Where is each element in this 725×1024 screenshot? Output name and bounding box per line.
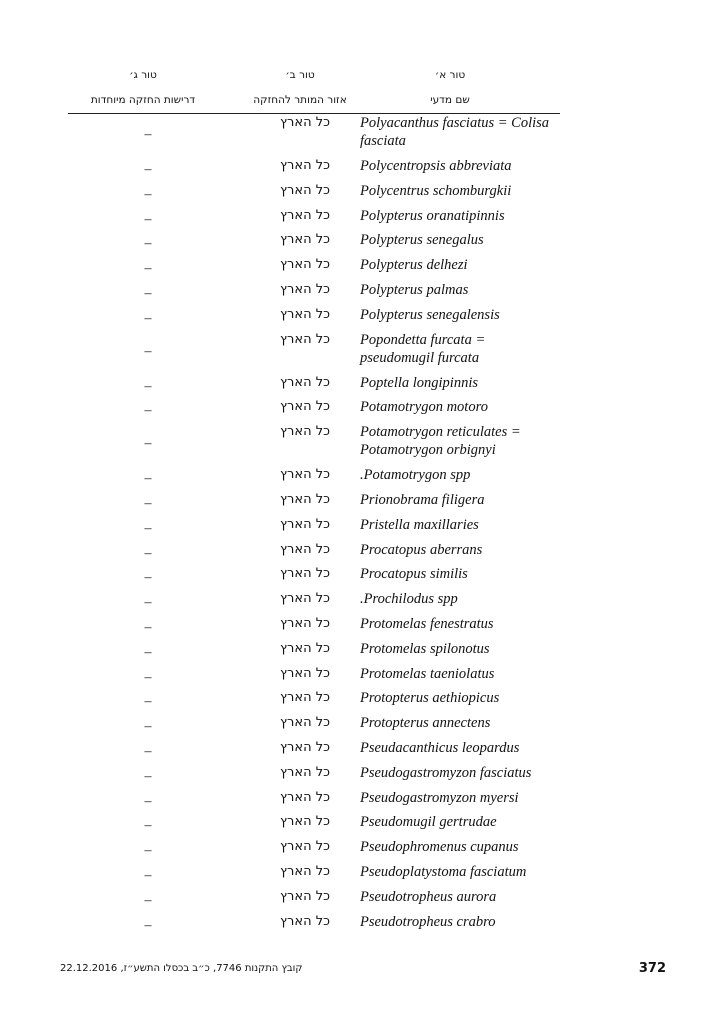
special-requirements: – — [144, 436, 152, 452]
special-requirements: – — [144, 743, 152, 759]
table-row — [0, 863, 725, 888]
table-row — [0, 182, 725, 207]
scientific-name: Polypterus senegalensis — [360, 306, 500, 323]
permitted-region: כל הארץ — [280, 566, 330, 582]
special-requirements: – — [144, 127, 152, 142]
permitted-region: כל הארץ — [280, 516, 330, 532]
table-row — [0, 466, 725, 491]
table-row — [0, 207, 725, 232]
permitted-region: כל הארץ — [280, 207, 330, 223]
scientific-name: Poptella longipinnis — [360, 374, 479, 391]
special-requirements: – — [144, 694, 152, 710]
special-requirements: – — [144, 403, 152, 419]
permitted-region: כל הארץ — [280, 690, 330, 706]
permitted-region: כל הארץ — [280, 257, 330, 273]
scientific-name: Pseudophromenus cupanus — [360, 839, 519, 856]
scientific-name: Protopterus aethiopicus — [360, 690, 500, 707]
special-requirements: – — [144, 520, 152, 536]
permitted-region: כל הארץ — [280, 182, 330, 198]
special-requirements: – — [144, 378, 152, 394]
scientific-name: Protomelas fenestratus — [360, 615, 494, 632]
species-table — [0, 114, 725, 937]
special-requirements: – — [144, 236, 152, 252]
special-requirements: – — [144, 719, 152, 735]
column-a-header — [360, 68, 540, 107]
permitted-region: כל הארץ — [280, 665, 330, 681]
table-row — [0, 813, 725, 838]
scientific-name: Pseudoplatystoma fasciatum — [360, 863, 527, 880]
column-c-header — [58, 68, 228, 107]
scientific-name: Protomelas taeniolatus — [360, 665, 495, 682]
permitted-region: כל הארץ — [280, 789, 330, 805]
page-number: 372 — [638, 961, 666, 976]
scientific-name: Pristella maxillaries — [360, 516, 479, 533]
permitted-region: כל הארץ — [280, 467, 330, 483]
permitted-region: כל הארץ — [280, 814, 330, 830]
scientific-name: Protomelas spilonotus — [360, 640, 490, 657]
column-c-subtitle: דרישות החזקה מיוחדות — [90, 94, 196, 106]
scientific-name: Pseudogastromyzon myersi — [360, 789, 519, 806]
permitted-region: כל הארץ — [280, 615, 330, 631]
scientific-name: Polypterus delhezi — [360, 257, 468, 274]
permitted-region: כל הארץ — [280, 541, 330, 557]
scientific-name: Popondetta furcata = pseudomugil furcata — [360, 331, 486, 366]
permitted-region: כל הארץ — [280, 839, 330, 855]
scientific-name: Pseudotropheus aurora — [360, 888, 497, 905]
table-row — [0, 398, 725, 423]
table-row — [0, 306, 725, 331]
table-row — [0, 665, 725, 690]
scientific-name: Pseudogastromyzon fasciatus — [360, 764, 532, 781]
table-row — [0, 423, 725, 466]
permitted-region: כל הארץ — [280, 591, 330, 607]
table-row — [0, 516, 725, 541]
permitted-region: כל הארץ — [280, 640, 330, 656]
table-row — [0, 565, 725, 590]
special-requirements: – — [144, 619, 152, 635]
scientific-name: Procatopus similis — [360, 566, 468, 583]
table-row — [0, 714, 725, 739]
scientific-name: Procatopus aberrans — [360, 541, 483, 558]
table-row — [0, 331, 725, 374]
permitted-region: כל הארץ — [280, 913, 330, 929]
permitted-region: כל הארץ — [280, 374, 330, 390]
column-a-title: טור א׳ — [434, 69, 466, 81]
table-row — [0, 491, 725, 516]
scientific-name: Polypterus oranatipinnis — [360, 207, 505, 224]
permitted-region: כל הארץ — [280, 331, 330, 347]
special-requirements: – — [144, 818, 152, 834]
scientific-name: Prionobrama filigera — [360, 491, 485, 508]
table-row — [0, 231, 725, 256]
column-a-subtitle: שם מדעי — [430, 94, 470, 106]
special-requirements: – — [144, 545, 152, 561]
special-requirements: – — [144, 843, 152, 859]
table-row — [0, 888, 725, 913]
scientific-name: Pseudotropheus crabro — [360, 913, 496, 930]
scientific-name: Pseudomugil gertrudae — [360, 814, 497, 831]
special-requirements: – — [144, 669, 152, 685]
scientific-name: Polypterus palmas — [360, 281, 469, 298]
permitted-region: כל הארץ — [280, 158, 330, 173]
scientific-name: Polycentrus schomburgkii — [360, 182, 512, 199]
special-requirements: – — [144, 892, 152, 908]
permitted-region: כל הארץ — [280, 306, 330, 322]
table-header — [0, 68, 725, 108]
scientific-name: .Potamotrygon spp — [360, 467, 471, 484]
scientific-name: Polypterus senegalus — [360, 232, 484, 249]
page-footer — [0, 960, 725, 980]
table-row — [0, 689, 725, 714]
permitted-region: כל הארץ — [280, 863, 330, 879]
permitted-region: כל הארץ — [280, 115, 330, 130]
permitted-region: כל הארץ — [280, 764, 330, 780]
table-row — [0, 739, 725, 764]
publication-line: קובץ התקנות 7746, כ״ב בכסלו התשע״ז, 22.12.2016 — [60, 963, 303, 974]
table-row — [0, 615, 725, 640]
table-row — [0, 838, 725, 863]
special-requirements: – — [144, 261, 152, 277]
permitted-region: כל הארץ — [280, 399, 330, 415]
column-b-title: טור ב׳ — [285, 69, 315, 81]
special-requirements: – — [144, 162, 152, 177]
table-row — [0, 374, 725, 399]
scientific-name: Pseudacanthicus leopardus — [360, 739, 520, 756]
table-row — [0, 157, 725, 182]
special-requirements: – — [144, 595, 152, 611]
special-requirements: – — [144, 495, 152, 511]
permitted-region: כל הארץ — [280, 232, 330, 248]
special-requirements: – — [144, 793, 152, 809]
table-row — [0, 114, 725, 157]
permitted-region: כל הארץ — [280, 491, 330, 507]
table-row — [0, 764, 725, 789]
special-requirements: – — [144, 471, 152, 487]
scientific-name: Potamotrygon reticulates = Potamotrygon orbignyi — [360, 424, 521, 459]
scientific-name: Polycentropsis abbreviata — [360, 158, 512, 174]
column-b-subtitle: אזור המותר להחזקה — [253, 94, 347, 106]
scientific-name: Polyacanthus fasciatus = Colisa fasciata — [360, 115, 550, 149]
scientific-name: Protopterus annectens — [360, 715, 491, 732]
special-requirements: – — [144, 570, 152, 586]
permitted-region: כל הארץ — [280, 888, 330, 904]
permitted-region: כל הארץ — [280, 424, 330, 440]
permitted-region: כל הארץ — [280, 715, 330, 731]
table-row — [0, 256, 725, 281]
special-requirements: – — [144, 211, 152, 227]
special-requirements: – — [144, 186, 152, 202]
special-requirements: – — [144, 285, 152, 301]
table-row — [0, 281, 725, 306]
permitted-region: כל הארץ — [280, 739, 330, 755]
permitted-region: כל הארץ — [280, 281, 330, 297]
table-row — [0, 789, 725, 814]
special-requirements: – — [144, 768, 152, 784]
special-requirements: – — [144, 343, 152, 359]
table-row — [0, 640, 725, 665]
special-requirements: – — [144, 644, 152, 660]
special-requirements: – — [144, 867, 152, 883]
table-row — [0, 913, 725, 938]
scientific-name: Potamotrygon motoro — [360, 399, 488, 416]
column-c-title: טור ג׳ — [129, 69, 157, 81]
scientific-name: .Prochilodus spp — [360, 591, 458, 608]
column-b-header — [230, 68, 370, 107]
table-row — [0, 590, 725, 615]
special-requirements: – — [144, 917, 152, 933]
table-row — [0, 541, 725, 566]
special-requirements: – — [144, 310, 152, 326]
